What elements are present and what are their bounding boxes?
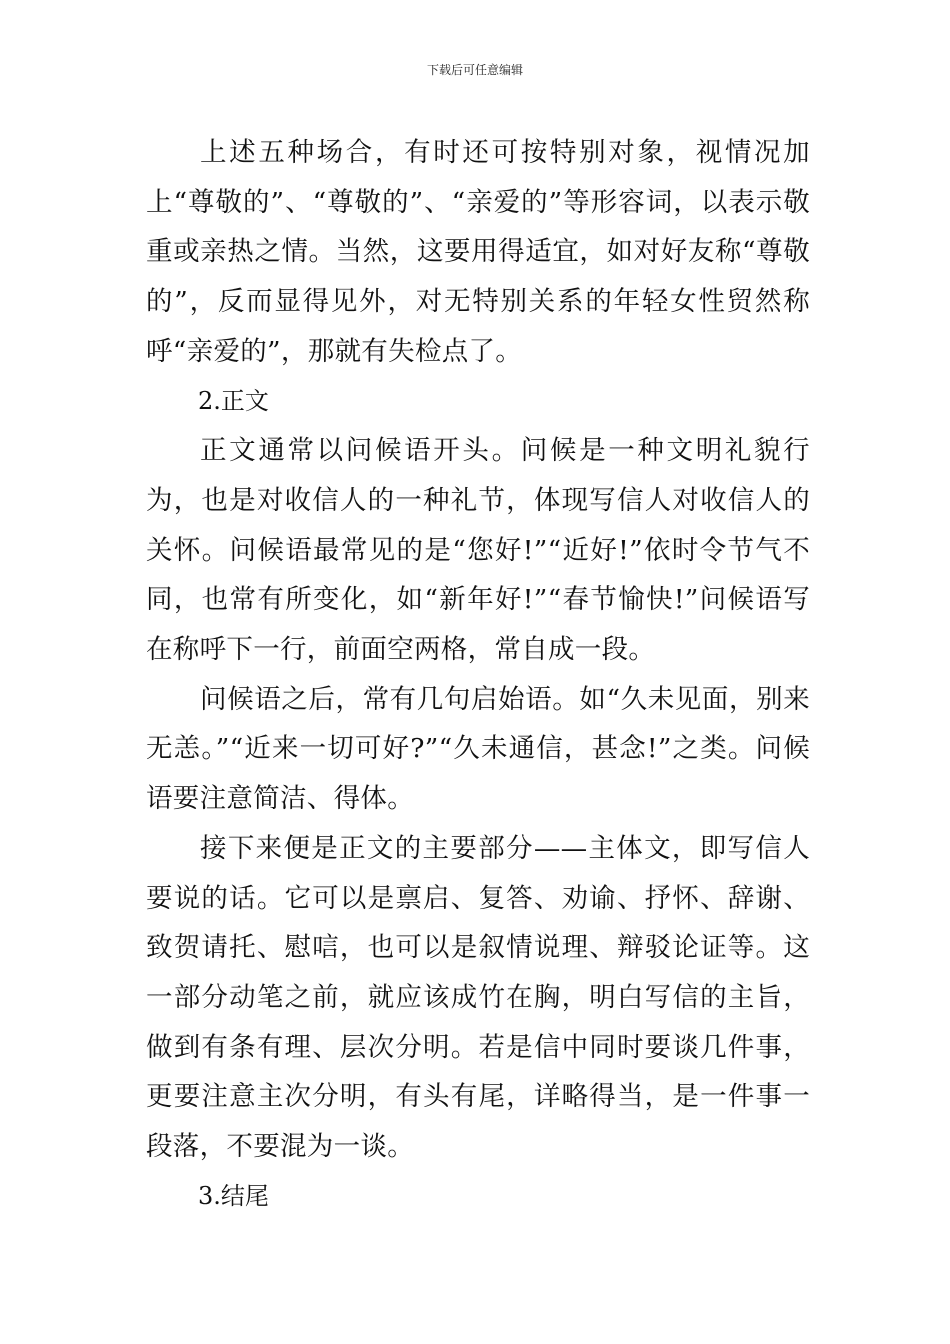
paragraph-greeting: 正文通常以问候语开头。问候是一种文明礼貌行为，也是对收信人的一种礼节，体现写信人对收信人的关怀。问候语最常见的是“您好!”“近好!”依时令节气不同，也常有所变化，如“新年好!”“春节愉快!”问候语写在称呼下一行，前面空两格，常自成一段。 xyxy=(146,435,810,666)
section-heading-body: 2.正文 xyxy=(198,386,269,415)
paragraph-opening-words: 问候语之后，常有几句启始语。如“久未见面，别来无恙。”“近来一切可好?”“久未通信，甚念!”之类。问候语要注意简洁、得体。 xyxy=(146,683,810,815)
page-header: 下载后可任意编辑 xyxy=(426,63,523,77)
section-heading-ending: 3.结尾 xyxy=(198,1181,269,1210)
paragraph-salutation-adjectives: 上述五种场合，有时还可按特别对象，视情况加上“尊敬的”、“尊敬的”、“亲爱的”等形容词，以表示敬重或亲热之情。当然，这要用得适宜，如对好友称“尊敬的”，反而显得见外，对无特别关系的年轻女性贸然称呼“亲爱的”，那就有失检点了。 xyxy=(146,137,811,367)
document-body xyxy=(146,128,810,1221)
paragraph-main-body: 接下来便是正文的主要部分——主体文，即写信人要说的话。它可以是禀启、复答、劝谕、抒怀、辞谢、致贺请托、慰唁，也可以是叙情说理、辩驳论证等。这一部分动笔之前，就应该成竹在胸，明白写信的主旨，做到有条有理、层次分明。若是信中同时要谈几件事，更要注意主次分明，有头有尾，详略得当，是一件事一段落，不要混为一谈。 xyxy=(146,832,810,1163)
